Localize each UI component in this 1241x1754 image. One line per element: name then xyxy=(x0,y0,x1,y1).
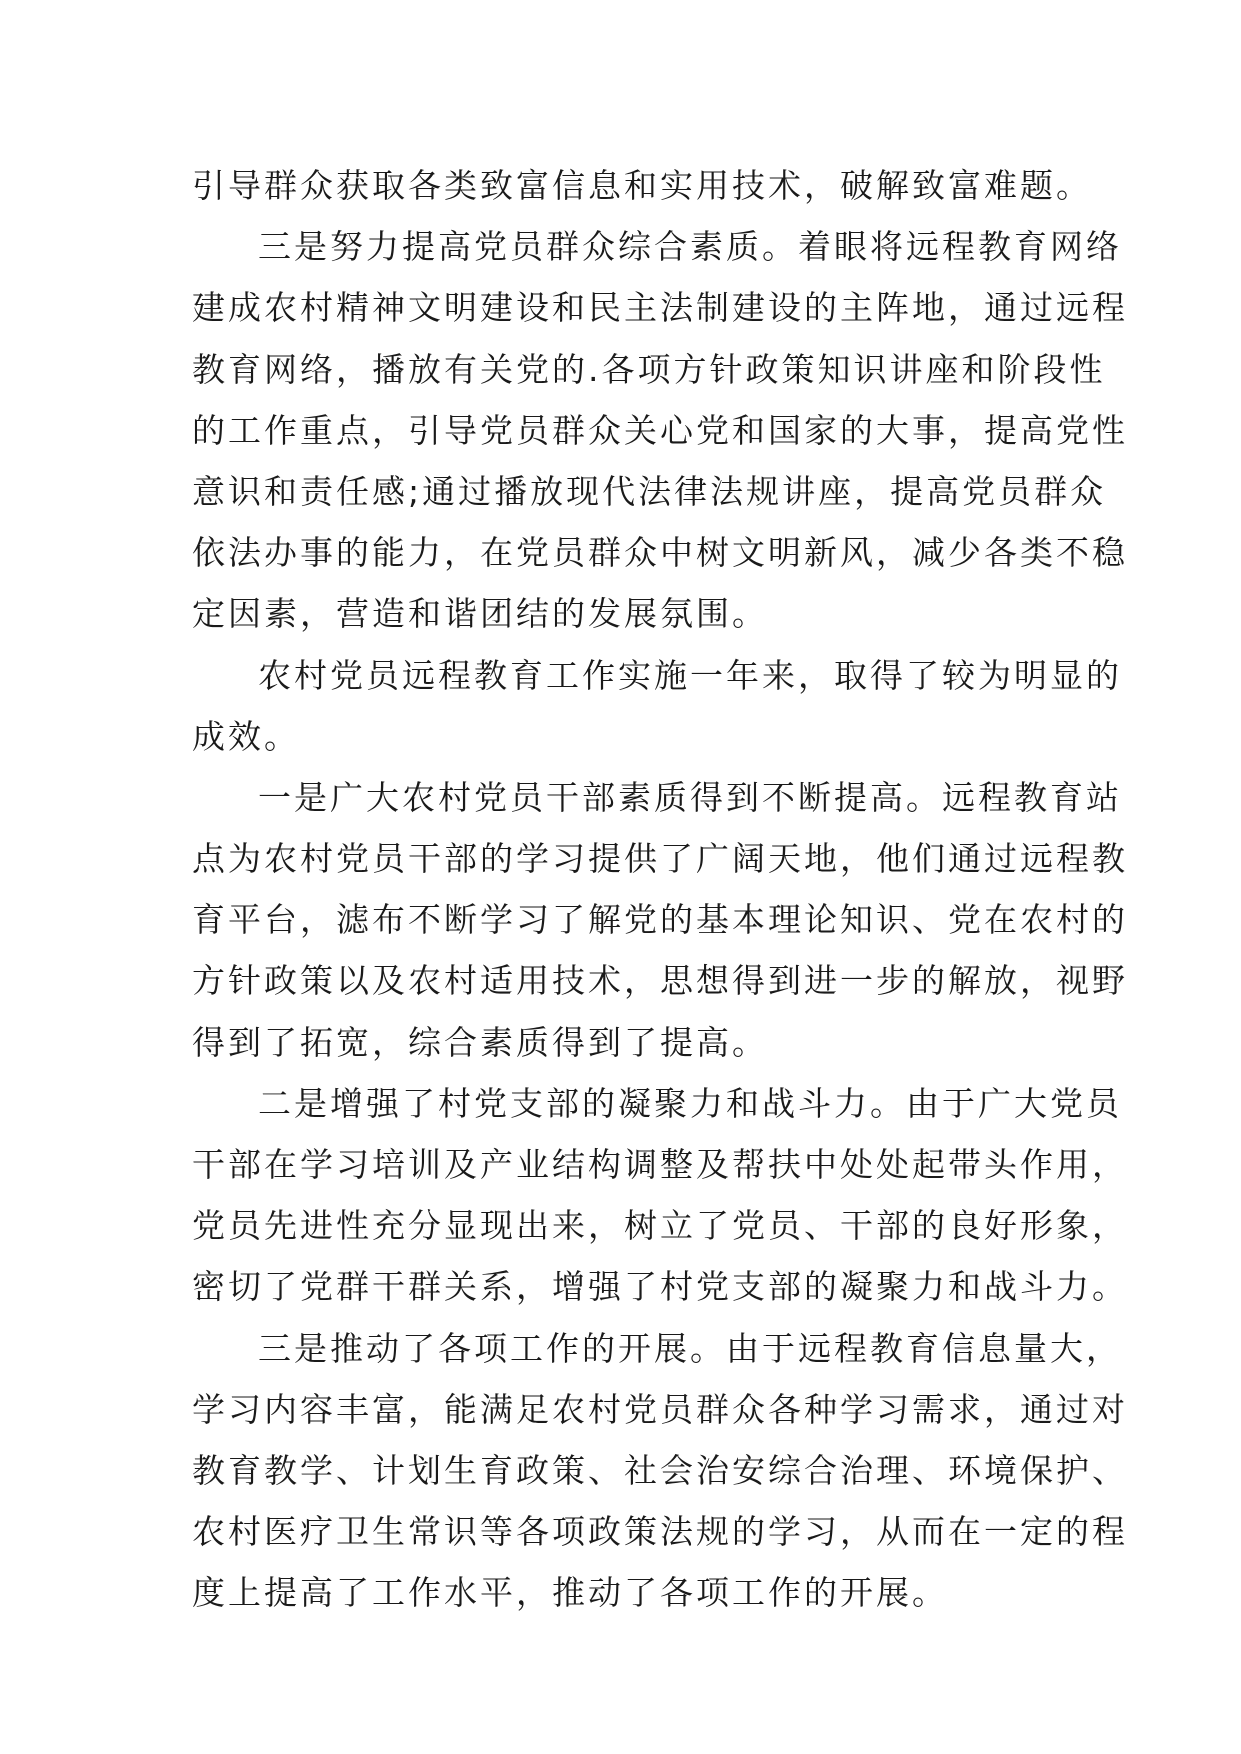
text-line: 三是努力提高党员群众综合素质。着眼将远程教育网络 xyxy=(258,227,1122,267)
text-line: 育平台，滤布不断学习了解党的基本理论知识、党在农村的 xyxy=(192,900,1128,940)
text-line: 教育教学、计划生育政策、社会治安综合治理、环境保护、 xyxy=(192,1450,1128,1490)
text-line: 意识和责任感;通过播放现代法律法规讲座，提高党员群众 xyxy=(192,471,1107,511)
text-line: 农村医疗卫生常识等各项政策法规的学习，从而在一定的程 xyxy=(192,1512,1128,1552)
text-line: 密切了党群干群关系，增强了村党支部的凝聚力和战斗力。 xyxy=(192,1267,1128,1307)
text-line: 成效。 xyxy=(192,716,300,756)
text-line: 得到了拓宽，综合素质得到了提高。 xyxy=(192,1022,768,1062)
text-line: 学习内容丰富，能满足农村党员群众各种学习需求，通过对 xyxy=(192,1389,1128,1429)
text-line: 度上提高了工作水平，推动了各项工作的开展。 xyxy=(192,1573,948,1613)
text-line: 干部在学习培训及产业结构调整及帮扶中处处起带头作用， xyxy=(192,1145,1128,1184)
text-line: 依法办事的能力，在党员群众中树文明新风，减少各类不稳 xyxy=(192,533,1128,573)
text-line: 教育网络，播放有关党的.各项方针政策知识讲座和阶段性 xyxy=(192,349,1106,389)
text-line: 党员先进性充分显现出来，树立了党员、干部的良好形象， xyxy=(192,1206,1128,1246)
text-line: 的工作重点，引导党员群众关心党和国家的大事，提高党性 xyxy=(192,410,1128,450)
text-line: 建成农村精神文明建设和民主法制建设的主阵地，通过远程 xyxy=(192,288,1128,328)
text-line: 农村党员远程教育工作实施一年来，取得了较为明显的 xyxy=(258,655,1122,695)
text-line: 一是广大农村党员干部素质得到不断提高。远程教育站 xyxy=(258,777,1122,817)
text-line: 定因素，营造和谐团结的发展氛围。 xyxy=(192,594,768,634)
text-line: 引导群众获取各类致富信息和实用技术，破解致富难题。 xyxy=(192,166,1092,205)
text-line: 方针政策以及农村适用技术，思想得到进一步的解放，视野 xyxy=(192,961,1128,1001)
text-line: 点为农村党员干部的学习提供了广阔天地，他们通过远程教 xyxy=(192,839,1128,879)
text-line: 二是增强了村党支部的凝聚力和战斗力。由于广大党员 xyxy=(258,1083,1122,1123)
text-line: 三是推动了各项工作的开展。由于远程教育信息量大， xyxy=(258,1328,1122,1368)
body-text xyxy=(192,155,1128,1624)
